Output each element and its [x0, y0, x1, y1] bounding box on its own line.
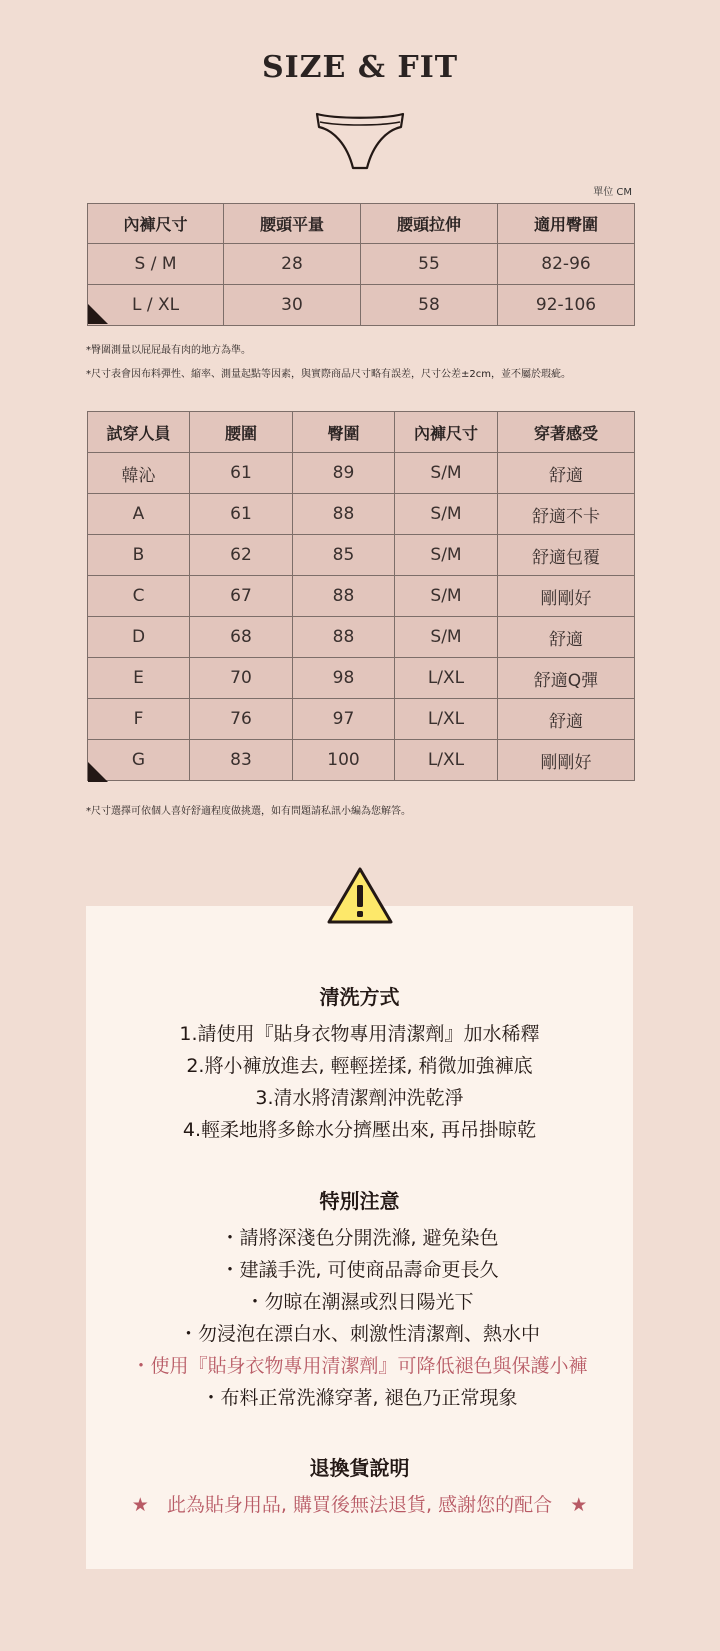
washing-line: 1.請使用『貼身衣物專用清潔劑』加水稀釋	[179, 1023, 540, 1045]
table-cell: 88	[293, 494, 395, 535]
table-cell: S / M	[88, 244, 224, 285]
table-cell: 舒適不卡	[498, 494, 635, 535]
table-cell: L/XL	[395, 699, 498, 740]
washing-line: 2.將小褲放進去, 輕輕搓揉, 稍微加強褲底	[186, 1055, 533, 1077]
table-cell: D	[88, 617, 190, 658]
table-cell: 剛剛好	[498, 576, 635, 617]
returns-line	[86, 1489, 633, 1521]
briefs-icon	[315, 112, 405, 172]
table-cell: 76	[190, 699, 293, 740]
caution-line: ・建議手洗, 可使商品壽命更長久	[220, 1259, 499, 1281]
table-cell: 68	[190, 617, 293, 658]
fit-table	[87, 411, 635, 781]
table-cell: 舒適	[498, 453, 635, 494]
header-cell: 內褲尺寸	[395, 412, 498, 453]
table-cell: L / XL	[88, 285, 224, 326]
table-cell: 55	[361, 244, 498, 285]
table-cell: 62	[190, 535, 293, 576]
table-row	[88, 535, 635, 576]
table-cell: 61	[190, 494, 293, 535]
washing-line: 3.清水將清潔劑沖洗乾淨	[255, 1087, 464, 1109]
table-cell: E	[88, 658, 190, 699]
table-cell: 88	[293, 617, 395, 658]
table-cell: 舒適	[498, 617, 635, 658]
table-cell: 剛剛好	[498, 740, 635, 781]
size-table-header	[88, 204, 635, 244]
table-cell: 30	[224, 285, 361, 326]
table-cell: A	[88, 494, 190, 535]
fit-note: *尺寸選擇可依個人喜好舒適程度做挑選，如有問題請私訊小編為您解答。	[86, 806, 411, 817]
table-cell: 88	[293, 576, 395, 617]
size-note: *尺寸表會因布料彈性、縮率、測量起點等因素，與實際商品尺寸略有誤差，尺寸公差±2cm，並不屬於瑕疵。	[86, 369, 571, 380]
header-cell: 適用臀圍	[498, 204, 635, 244]
table-cell: 83	[190, 740, 293, 781]
table-cell: F	[88, 699, 190, 740]
header-cell: 試穿人員	[88, 412, 190, 453]
caution-line-highlight: ・使用『貼身衣物專用清潔劑』可降低褪色與保護小褲	[131, 1355, 588, 1377]
size-note: *臀圍測量以屁屁最有肉的地方為準。	[86, 345, 251, 356]
washing-line: 4.輕柔地將多餘水分擠壓出來, 再吊掛晾乾	[182, 1119, 537, 1141]
caution-line: ・布料正常洗滌穿著, 褪色乃正常現象	[201, 1387, 518, 1409]
table-cell: 85	[293, 535, 395, 576]
table-cell: 58	[361, 285, 498, 326]
caution-line: ・請將深淺色分開洗滌, 避免染色	[220, 1227, 499, 1249]
star-icon: ★	[570, 1494, 588, 1516]
corner-triangle	[88, 762, 108, 782]
table-cell: 98	[293, 658, 395, 699]
table-cell: S/M	[395, 576, 498, 617]
returns-section	[86, 1453, 633, 1521]
header-cell: 腰頭拉伸	[361, 204, 498, 244]
caution-line: ・勿晾在潮濕或烈日陽光下	[245, 1291, 474, 1313]
header-cell: 內褲尺寸	[88, 204, 224, 244]
table-cell: S/M	[395, 617, 498, 658]
table-row	[88, 699, 635, 740]
table-row	[88, 576, 635, 617]
table-cell: L/XL	[395, 658, 498, 699]
table-cell: C	[88, 576, 190, 617]
size-table	[87, 203, 635, 326]
table-cell: S/M	[395, 494, 498, 535]
returns-text: 此為貼身用品, 購買後無法退貨, 感謝您的配合	[166, 1494, 553, 1516]
table-cell: S/M	[395, 453, 498, 494]
table-cell: 舒適Q彈	[498, 658, 635, 699]
care-panel	[86, 906, 633, 1569]
caution-section	[86, 1186, 633, 1414]
table-row	[88, 740, 635, 781]
table-cell: 67	[190, 576, 293, 617]
table-cell: 100	[293, 740, 395, 781]
table-cell: 28	[224, 244, 361, 285]
table-cell: 61	[190, 453, 293, 494]
table-cell: 韓沁	[88, 453, 190, 494]
caution-title: 特別注意	[319, 1189, 400, 1213]
table-row	[88, 285, 635, 326]
header-cell: 穿著感受	[498, 412, 635, 453]
header-cell: 腰頭平量	[224, 204, 361, 244]
washing-title: 清洗方式	[319, 985, 400, 1009]
caution-line: ・勿浸泡在漂白水、刺激性清潔劑、熱水中	[178, 1323, 540, 1345]
header-cell: 臀圍	[293, 412, 395, 453]
table-cell: 82-96	[498, 244, 635, 285]
table-cell: B	[88, 535, 190, 576]
page-title: SIZE & FIT	[261, 50, 459, 85]
table-cell: G	[88, 740, 190, 781]
table-cell: L/XL	[395, 740, 498, 781]
table-row	[88, 453, 635, 494]
table-row	[88, 658, 635, 699]
table-cell: 92-106	[498, 285, 635, 326]
table-cell: 舒適	[498, 699, 635, 740]
table-cell: 70	[190, 658, 293, 699]
header-cell: 腰圍	[190, 412, 293, 453]
table-cell: 97	[293, 699, 395, 740]
returns-title: 退換貨說明	[309, 1456, 410, 1480]
table-cell: 舒適包覆	[498, 535, 635, 576]
table-row	[88, 617, 635, 658]
star-icon: ★	[131, 1494, 149, 1516]
corner-triangle	[88, 304, 108, 324]
unit-label: 單位 CM	[593, 187, 632, 198]
table-row	[88, 494, 635, 535]
washing-section	[86, 982, 633, 1146]
table-cell: S/M	[395, 535, 498, 576]
warning-icon	[326, 866, 394, 926]
table-cell: 89	[293, 453, 395, 494]
table-row	[88, 244, 635, 285]
fit-table-header	[88, 412, 635, 453]
